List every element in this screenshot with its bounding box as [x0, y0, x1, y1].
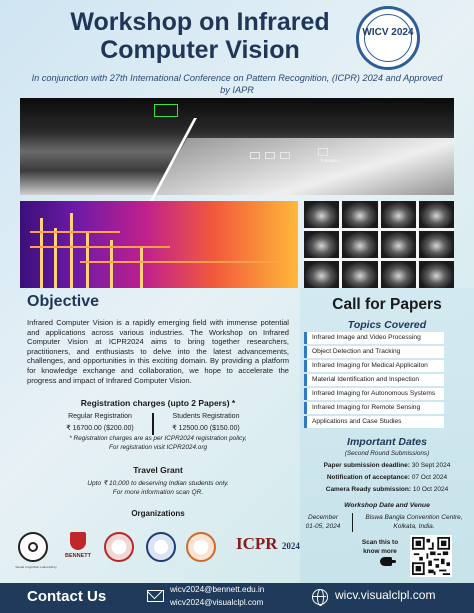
contact-email-visualclpl[interactable]: wicv2024@visualclpl.com — [170, 598, 264, 607]
globe-icon — [312, 589, 328, 605]
scan-prompt-line: know more — [363, 548, 397, 555]
organizations-heading: Organizations — [131, 509, 185, 518]
workshop-date — [297, 513, 349, 531]
university-seal-logo — [146, 532, 176, 562]
logo-caption: Visual Cognition Laboratory — [15, 565, 57, 569]
student-registration-label: Students Registration — [172, 413, 240, 420]
regular-registration — [50, 411, 150, 435]
date-value: 30 Sept 2024 — [411, 462, 451, 469]
bennett-university-logo — [64, 532, 92, 566]
qr-code[interactable] — [410, 535, 452, 577]
qr-code-icon — [412, 537, 450, 575]
organization-logos — [15, 532, 308, 572]
objective-text: Infrared Computer Vision is a rapidly emerging field with immense potential and applications across various industries. The Workshop on Infrared Computer Vision at ICPR2024 aims to bring together researchers, practitioners, and enthusiasts to delve into the latest advancements, challenges, and opportunities in this exciting domain. By providing a platform for knowledge exchange and collaboration, we hope to accelerate the progress and impact of Infrared Computer Vision. — [27, 318, 289, 385]
thermal-pedestrian-grid — [304, 201, 454, 288]
wire — [80, 261, 280, 263]
website-link[interactable]: wicv.visualclpl.com — [335, 588, 436, 602]
detection-box — [250, 152, 260, 159]
registration-note-line: * Registration charges are as per ICPR2024 registration policy, — [69, 435, 247, 442]
visual-cognition-lab-logo — [15, 532, 57, 569]
scan-prompt-line: Scan this to — [361, 539, 399, 546]
travel-grant-text — [27, 479, 289, 497]
date-row-paper-submission — [300, 462, 474, 469]
pedestrian-thumb — [419, 201, 454, 228]
date-value: 10 Oct 2024 — [412, 486, 449, 493]
pedestrian-thumb — [342, 261, 377, 288]
bennett-wordmark: BENNETT — [65, 553, 91, 559]
pedestrian-thumb — [381, 261, 416, 288]
registration-link-line: For registration visit ICPR2024.org — [108, 444, 208, 451]
topic-item: Infrared Imaging for Autonomous Systems — [304, 388, 444, 400]
page-title: Workshop on Infrared Computer Vision — [70, 8, 330, 64]
header — [0, 0, 474, 102]
pedestrian-thumb — [419, 261, 454, 288]
important-dates-heading: Important Dates — [347, 436, 427, 448]
topic-item: Material Identification and Inspection — [304, 374, 444, 386]
date-label: Camera Ready submission: — [325, 486, 412, 493]
mail-icon — [147, 590, 164, 602]
registration-note — [27, 434, 289, 452]
date-label: Notification of acceptance: — [326, 474, 410, 481]
regular-registration-label: Regular Registration — [68, 413, 132, 420]
travel-grant-line: For more information scan QR. — [112, 489, 204, 496]
thermal-surveillance-image — [20, 98, 454, 195]
thermal-substation-image — [20, 201, 298, 288]
thermal-road-region — [153, 138, 454, 195]
thermal-tag-label: Trespass — [320, 158, 340, 163]
wire — [30, 231, 120, 233]
pedestrian-thumb — [304, 201, 339, 228]
pedestrian-thumb — [342, 231, 377, 258]
important-dates-subtitle: (Second Round Submissions) — [344, 450, 430, 457]
thermal-image-collage — [20, 98, 454, 288]
pedestrian-thumb — [419, 231, 454, 258]
topic-item: Infrared Image and Video Processing — [304, 332, 444, 344]
pedestrian-thumb — [381, 231, 416, 258]
venue-name: Biswa Bangla Convention Centre, — [365, 514, 463, 521]
detection-box-green — [154, 104, 178, 117]
travel-grant-heading: Travel Grant — [133, 465, 183, 475]
topic-item: Object Detection and Tracking — [304, 346, 444, 358]
pedestrian-thumb — [381, 201, 416, 228]
seal-inner-ring — [364, 14, 412, 62]
student-registration-value: ₹ 12500.00 ($150.00) — [172, 425, 240, 432]
date-row-notification — [300, 474, 474, 481]
tower — [70, 213, 73, 288]
contact-us-label: Contact Us — [27, 588, 107, 605]
wire — [30, 246, 170, 248]
registration-heading: Registration charges (upto 2 Papers) * — [80, 398, 236, 408]
travel-grant-line: Upto ₹ 10,000 to deserving Indian students only. — [87, 480, 229, 487]
tower — [40, 218, 43, 288]
venue-heading: Workshop Date and Venue — [344, 502, 430, 509]
call-for-papers-heading: Call for Papers — [332, 296, 442, 313]
registration-divider — [152, 413, 154, 435]
venue-divider — [352, 513, 353, 532]
detection-box — [280, 152, 290, 159]
icpr-year: 2024 — [281, 541, 300, 551]
shield-icon — [70, 532, 86, 550]
pointing-hand-icon — [380, 557, 392, 566]
pedestrian-thumb — [304, 261, 339, 288]
date-label: Paper submission deadline: — [323, 462, 410, 469]
date-value: 07 Oct 2024 — [411, 474, 448, 481]
scan-prompt — [355, 538, 405, 556]
student-registration — [156, 411, 256, 435]
contact-email-bennett[interactable]: wicv2024@bennett.edu.in — [170, 585, 265, 594]
tower — [140, 248, 143, 288]
institute-seal-logo — [104, 532, 134, 562]
regular-registration-value: ₹ 16700.00 ($200.00) — [66, 425, 134, 432]
workshop-venue — [356, 513, 472, 531]
wicv-seal-logo — [356, 6, 420, 70]
detection-box — [265, 152, 275, 159]
pedestrian-thumb — [342, 201, 377, 228]
topic-item: Applications and Case Studies — [304, 416, 444, 428]
pedestrian-thumb — [304, 231, 339, 258]
icpr-logo — [236, 534, 300, 554]
date-row-camera-ready — [300, 486, 474, 493]
topics-heading: Topics Covered — [347, 319, 427, 331]
workshop-date-month: December — [308, 514, 338, 521]
venue-city: Kolkata, India. — [393, 523, 435, 530]
camera-lens-icon — [28, 542, 38, 552]
icpr-wordmark: ICPR — [236, 534, 278, 553]
topic-item: Infrared Imaging for Remote Sensing — [304, 402, 444, 414]
page-subtitle: In conjunction with 27th International Conference on Pattern Recognition, (ICPR) 2024 and Approved by IAPR — [31, 73, 443, 95]
objective-heading: Objective — [27, 293, 100, 310]
topic-item: Infrared Imaging for Medical Applicaiton — [304, 360, 444, 372]
tower — [54, 228, 57, 288]
seal-code: WICV 2024 — [362, 27, 414, 38]
iapr-seal-logo — [186, 532, 216, 562]
workshop-date-days: 01-05, 2024 — [305, 523, 341, 530]
detection-box — [318, 148, 328, 156]
